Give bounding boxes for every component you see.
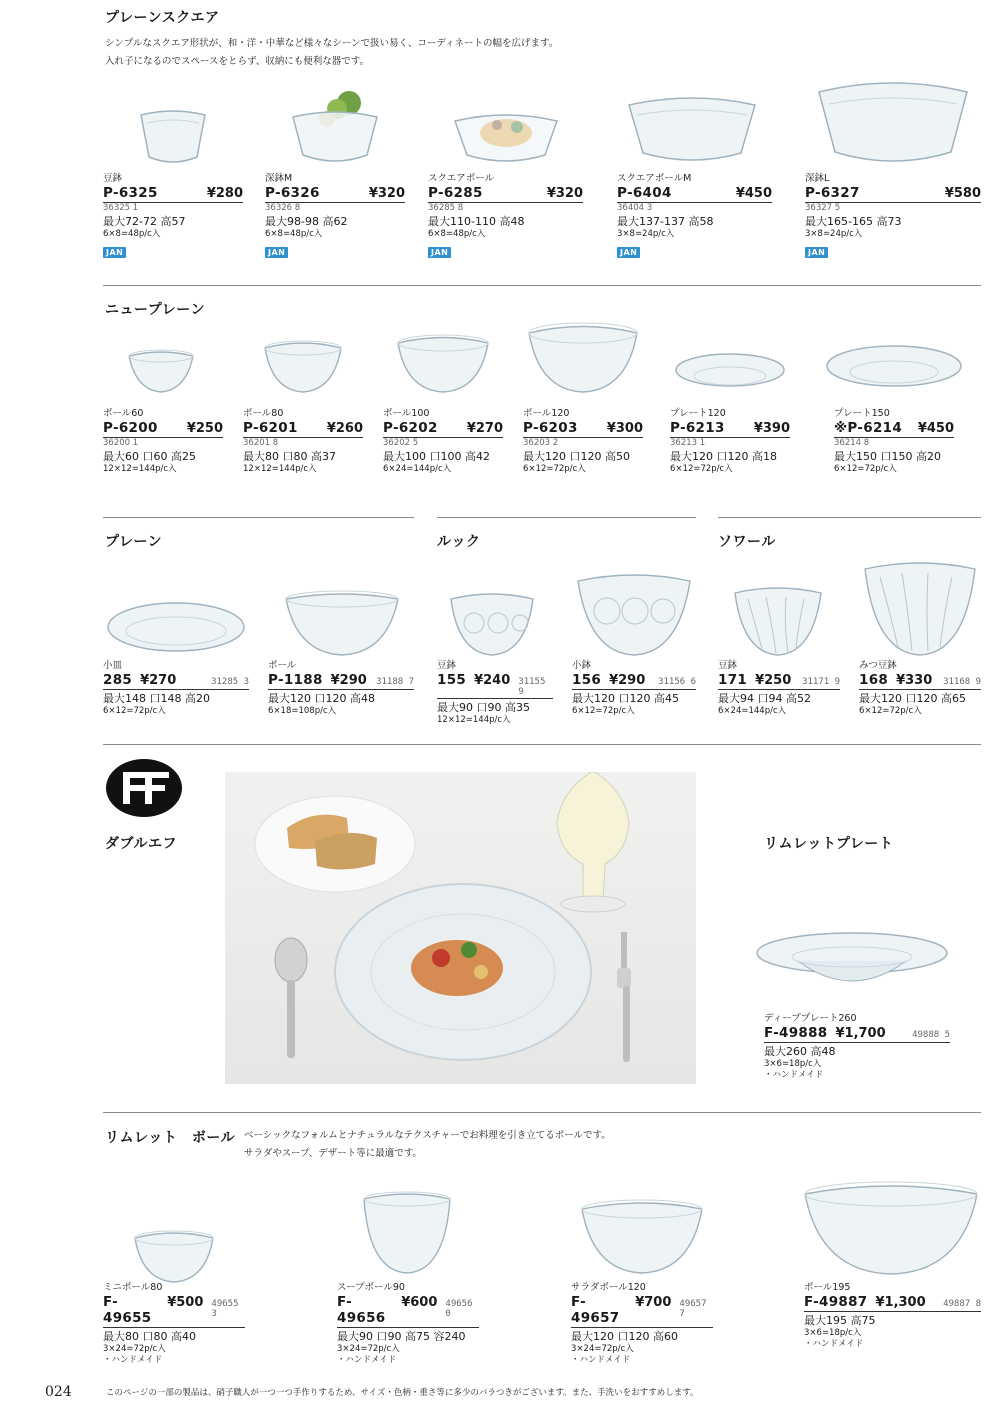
product-image-deep-bowl-l — [813, 70, 973, 166]
product-price: ¥450 — [917, 421, 954, 436]
product-image-look-mame-bowl — [447, 579, 537, 657]
product-price: ¥290 — [330, 673, 367, 688]
product-code: F-49657 — [571, 1294, 620, 1326]
product-price: ¥600 — [401, 1295, 438, 1310]
product-code: P-6326 — [265, 185, 320, 201]
product-price: ¥270 — [140, 673, 177, 688]
product-price: ¥320 — [546, 186, 583, 201]
product-card[interactable] — [572, 560, 696, 725]
divider — [718, 517, 981, 518]
product-size: 最大110-110 高48 — [428, 215, 525, 228]
product-size: 最大120 口120 高45 — [572, 692, 679, 705]
product-category: みつ豆鉢 — [859, 660, 897, 671]
product-code: F-49655 — [103, 1294, 152, 1326]
product-category: ボール60 — [103, 408, 144, 419]
product-image-mini-bowl80 — [131, 1218, 217, 1284]
product-jan: 36213 1 — [670, 438, 706, 448]
product-price: ¥260 — [326, 421, 363, 436]
product-jan: 49655 3 — [211, 1299, 239, 1319]
product-code: 155 — [437, 672, 467, 688]
product-note: ・ハンドメイド — [337, 1355, 397, 1365]
product-card[interactable] — [523, 318, 643, 485]
product-pack: 6×24=144p/c入 — [718, 706, 787, 716]
product-price: ¥250 — [755, 673, 792, 688]
product-code: F-49656 — [337, 1294, 386, 1326]
section-title-new-plain: ニュープレーン — [105, 302, 205, 318]
product-note: ・ハンドメイド — [571, 1355, 631, 1365]
product-jan: 36326 8 — [265, 203, 301, 213]
product-code: 171 — [718, 672, 748, 688]
product-pack: 6×18=108p/c入 — [268, 706, 337, 716]
product-card[interactable] — [265, 85, 405, 265]
product-size: 最大137-137 高58 — [617, 215, 714, 228]
product-category: ボール195 — [804, 1282, 851, 1293]
product-jan: 36203 2 — [523, 438, 559, 448]
product-card[interactable] — [617, 85, 772, 265]
product-price: ¥1,300 — [875, 1295, 926, 1310]
product-price: ¥1,700 — [835, 1026, 886, 1041]
product-size: 最大98-98 高62 — [265, 215, 348, 228]
product-code: P-6200 — [103, 420, 158, 436]
jan-badge: JAN — [617, 247, 640, 258]
product-size: 最大120 口120 高65 — [859, 692, 966, 705]
product-category: スクエアボールM — [617, 173, 692, 184]
divider — [103, 1112, 981, 1113]
product-category: 深鉢L — [805, 173, 830, 184]
product-code: P-6325 — [103, 185, 158, 201]
product-card[interactable] — [834, 330, 954, 485]
product-pack: 6×12=72p/c入 — [834, 464, 897, 474]
product-category: ディーププレート260 — [764, 1013, 857, 1024]
section-title-look: ルック — [437, 534, 481, 550]
product-image-bowl195 — [800, 1172, 981, 1276]
product-code: ※P-6214 — [834, 420, 903, 436]
divider — [437, 517, 696, 518]
product-category: 深鉢M — [265, 173, 293, 184]
product-jan: 49657 7 — [679, 1299, 707, 1319]
product-size: 最大195 高75 — [804, 1314, 876, 1327]
product-category: プレート120 — [670, 408, 726, 419]
product-image-small-plate — [103, 585, 249, 657]
product-price: ¥500 — [167, 1295, 204, 1310]
product-pack: 6×8=48p/c入 — [103, 229, 161, 239]
section-title-double-f: ダブルエフ — [105, 836, 177, 852]
product-jan: 49888 5 — [912, 1030, 950, 1040]
product-pack: 3×24=72p/c入 — [103, 1344, 166, 1354]
desc-line-1: ベーシックなフォルムとナチュラルなテクスチャーでお料理を引き立てるボールです。 — [244, 1130, 611, 1141]
product-price: ¥450 — [735, 186, 772, 201]
product-size: 最大60 口60 高25 — [103, 450, 196, 463]
desc-line-2: サラダやスープ、デザート等に最適です。 — [244, 1148, 422, 1159]
product-pack: 12×12=144p/c入 — [243, 464, 317, 474]
product-pack: 6×12=72p/c入 — [859, 706, 922, 716]
product-size: 最大72-72 高57 — [103, 215, 186, 228]
product-size: 最大260 高48 — [764, 1045, 836, 1058]
lifestyle-photo — [225, 772, 696, 1084]
product-image-plate120 — [672, 342, 788, 394]
product-size: 最大120 口120 高50 — [523, 450, 630, 463]
product-jan: 36214 8 — [834, 438, 870, 448]
product-card[interactable] — [428, 85, 583, 265]
desc-line-1: シンプルなスクエア形状が、和・洋・中華など様々なシーンで扱い易く、コーディネートの幅を広げます。 — [105, 38, 559, 49]
product-pack: 6×24=144p/c入 — [383, 464, 452, 474]
product-category: スープボール90 — [337, 1282, 405, 1293]
section-title-plain: プレーン — [105, 534, 163, 550]
product-jan: 31285 3 — [211, 677, 249, 687]
product-code: P-6327 — [805, 185, 860, 201]
section-desc-plain-square — [105, 35, 558, 71]
product-note: ・ハンドメイド — [764, 1070, 824, 1080]
product-image-bowl100 — [393, 330, 493, 394]
product-code: P-6285 — [428, 185, 483, 201]
section-title-soir: ソワール — [718, 534, 776, 550]
product-pack: 6×12=72p/c入 — [572, 706, 635, 716]
product-size: 最大100 口100 高42 — [383, 450, 490, 463]
section-title-rimlet-plate: リムレットプレート — [764, 836, 894, 852]
product-code: 156 — [572, 672, 602, 688]
jan-badge: JAN — [103, 247, 126, 258]
product-price: ¥280 — [206, 186, 243, 201]
product-pack: 3×6=18p/c入 — [764, 1059, 822, 1069]
product-size: 最大80 口80 高40 — [103, 1330, 196, 1343]
product-category: ボール100 — [383, 408, 430, 419]
divider — [103, 517, 414, 518]
product-jan: 31156 6 — [658, 677, 696, 687]
product-size: 最大150 口150 高20 — [834, 450, 941, 463]
product-code: F-49888 — [764, 1025, 828, 1041]
product-size: 最大94 口94 高52 — [718, 692, 811, 705]
product-pack: 3×8=24p/c入 — [805, 229, 863, 239]
product-code: 168 — [859, 672, 889, 688]
product-pack: 3×6=18p/c入 — [804, 1328, 862, 1338]
product-category: サラダボール120 — [571, 1282, 646, 1293]
product-image-plate150 — [822, 336, 966, 394]
product-image-soir-mitsumame-bowl — [861, 546, 979, 657]
product-card[interactable] — [103, 1210, 245, 1365]
product-jan: 36285 8 — [428, 203, 464, 213]
product-category: 豆鉢 — [437, 660, 457, 671]
product-card[interactable] — [670, 330, 790, 485]
product-image-square-bowl — [133, 97, 213, 167]
product-pack: 6×8=48p/c入 — [265, 229, 323, 239]
product-image-deep-bowl-salad — [280, 85, 390, 165]
product-jan: 31155 9 — [518, 677, 546, 697]
product-size: 最大90 口90 高75 容240 — [337, 1330, 466, 1343]
product-card[interactable] — [103, 330, 223, 485]
product-card[interactable] — [103, 85, 243, 265]
product-code: P-6213 — [670, 420, 725, 436]
product-pack: 3×24=72p/c入 — [571, 1344, 634, 1354]
product-code: P-6404 — [617, 185, 672, 201]
product-card[interactable] — [103, 575, 249, 725]
product-card[interactable] — [571, 1192, 713, 1365]
product-price: ¥240 — [474, 673, 511, 688]
product-pack: 6×12=72p/c入 — [523, 464, 586, 474]
product-price: ¥580 — [944, 186, 981, 201]
product-price: ¥250 — [186, 421, 223, 436]
divider — [103, 744, 981, 745]
footer-note: このページの一部の製品は、硝子職人が一つ一つ手作りするため、サイズ・色柄・重さ等に多少のバラつきがございます。また、手洗いをおすすめします。 — [106, 1388, 699, 1398]
product-image-bowl80 — [261, 334, 345, 394]
product-category: ボール80 — [243, 408, 284, 419]
product-size: 最大80 口80 高37 — [243, 450, 336, 463]
product-size: 最大148 口148 高20 — [103, 692, 210, 705]
desc-line-2: 入れ子になるのでスペースをとらず、収納にも便利な器です。 — [105, 56, 370, 67]
product-card[interactable] — [859, 546, 981, 725]
section-title-plain-square: プレーンスクエア — [105, 10, 220, 26]
product-size: 最大120 口120 高48 — [268, 692, 375, 705]
product-card[interactable] — [437, 575, 553, 725]
section-desc-rimlet-bowl — [244, 1127, 611, 1163]
divider — [103, 285, 981, 286]
product-card[interactable] — [383, 330, 503, 485]
product-price: ¥320 — [368, 186, 405, 201]
product-image-square-ball-m — [622, 88, 762, 165]
product-image-look-small-bowl — [574, 560, 694, 657]
product-jan: 36200 1 — [103, 438, 139, 448]
double-f-logo — [105, 758, 183, 818]
product-pack: 6×12=72p/c入 — [103, 706, 166, 716]
product-note: ・ハンドメイド — [804, 1339, 864, 1349]
product-price: ¥290 — [609, 673, 646, 688]
product-category: 豆鉢 — [718, 660, 738, 671]
product-category: ボール — [268, 660, 297, 671]
product-category: ミニボール80 — [103, 1282, 163, 1293]
product-image-deep-plate260 — [754, 925, 950, 997]
product-code: P-6203 — [523, 420, 578, 436]
product-image-square-ball-food — [448, 100, 563, 165]
product-note: ・ハンドメイド — [103, 1355, 163, 1365]
product-category: プレート150 — [834, 408, 890, 419]
product-card[interactable] — [243, 330, 363, 485]
product-jan: 36325 1 — [103, 203, 139, 213]
product-price: ¥300 — [606, 421, 643, 436]
product-jan: 36327 5 — [805, 203, 841, 213]
product-pack: 12×12=144p/c入 — [437, 715, 511, 725]
product-image-bowl120 — [525, 318, 641, 394]
product-image-bowl60 — [125, 344, 197, 394]
product-category: 豆鉢 — [103, 173, 123, 184]
product-image-soup-bowl90 — [359, 1183, 455, 1275]
page-number: 024 — [45, 1384, 72, 1400]
product-code: P-1188 — [268, 672, 323, 688]
product-jan: 31188 7 — [376, 677, 414, 687]
product-price: ¥700 — [635, 1295, 672, 1310]
product-category: ボール120 — [523, 408, 570, 419]
product-pack: 6×8=48p/c入 — [428, 229, 486, 239]
product-jan: 31171 9 — [802, 677, 840, 687]
product-code: P-6201 — [243, 420, 298, 436]
product-pack: 3×8=24p/c入 — [617, 229, 675, 239]
product-jan: 31168 9 — [943, 677, 981, 687]
product-card[interactable] — [754, 925, 950, 1090]
product-card[interactable] — [268, 575, 414, 725]
jan-badge: JAN — [805, 247, 828, 258]
product-pack: 6×12=72p/c入 — [670, 464, 733, 474]
product-size: 最大120 口120 高60 — [571, 1330, 678, 1343]
product-card[interactable] — [805, 70, 981, 265]
product-card[interactable] — [718, 570, 840, 725]
product-size: 最大90 口90 高35 — [437, 701, 530, 714]
product-category: 小鉢 — [572, 660, 592, 671]
product-card[interactable] — [337, 1183, 479, 1365]
product-image-soir-mame-bowl — [730, 570, 826, 657]
product-price: ¥390 — [753, 421, 790, 436]
product-card[interactable] — [800, 1172, 981, 1360]
product-jan: 49656 0 — [445, 1299, 473, 1319]
product-code: F-49887 — [804, 1294, 868, 1310]
product-code: P-6202 — [383, 420, 438, 436]
product-jan: 36404 3 — [617, 203, 653, 213]
product-pack: 12×12=144p/c入 — [103, 464, 177, 474]
product-image-salad-bowl120 — [577, 1192, 707, 1275]
jan-badge: JAN — [428, 247, 451, 258]
jan-badge: JAN — [265, 247, 288, 258]
product-jan: 49887 8 — [943, 1299, 981, 1309]
product-code: 285 — [103, 672, 133, 688]
product-size: 最大120 口120 高18 — [670, 450, 777, 463]
product-category: スクエアボール — [428, 173, 495, 184]
section-title-rimlet-bowl: リムレット ボール — [105, 1130, 236, 1146]
product-size: 最大165-165 高73 — [805, 215, 902, 228]
product-price: ¥330 — [896, 673, 933, 688]
product-image-ball — [282, 575, 402, 657]
product-price: ¥270 — [466, 421, 503, 436]
product-jan: 36202 5 — [383, 438, 419, 448]
product-pack: 3×24=72p/c入 — [337, 1344, 400, 1354]
product-category: 小皿 — [103, 660, 123, 671]
product-jan: 36201 8 — [243, 438, 279, 448]
